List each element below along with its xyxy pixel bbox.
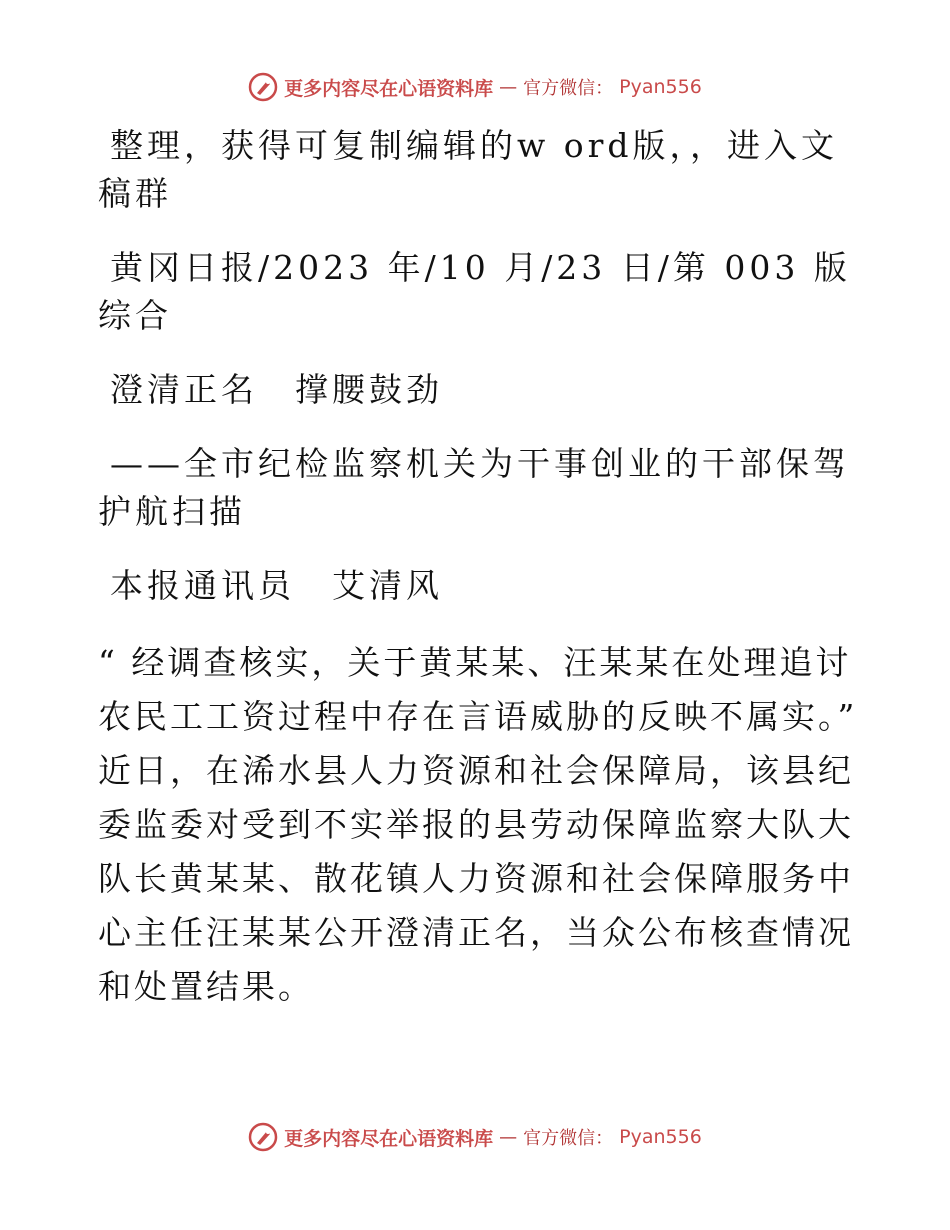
header-watermark — [0, 72, 950, 102]
watermark-dash: — — [499, 1126, 518, 1148]
watermark-wechat-id: Pyan556 — [619, 76, 702, 98]
article-subtitle: ——全市纪检监察机关为干事创业的干部保驾护航扫描 — [98, 444, 850, 531]
watermark-main-text: 更多内容尽在心语资料库 — [284, 77, 494, 100]
watermark-main-text: 更多内容尽在心语资料库 — [284, 1127, 494, 1150]
watermark-sub-text: 官方微信： — [523, 78, 614, 99]
watermark-sub-text: 官方微信： — [523, 1128, 614, 1149]
document-content — [98, 122, 871, 1040]
pen-nib-logo-icon — [248, 72, 278, 102]
source-line: 黄冈日报/2023 年/10 月/23 日/第 003 版综合 — [98, 248, 851, 335]
footer-watermark — [0, 1122, 950, 1152]
byline: 本报通讯员 艾清风 — [110, 566, 443, 605]
pen-nib-logo-icon — [248, 1122, 278, 1152]
article-title: 澄清正名 撑腰鼓劲 — [110, 370, 443, 409]
intro-paragraph: 整理，获得可复制编辑的w ord版，，进入文稿群 — [98, 126, 839, 213]
watermark-wechat-id: Pyan556 — [619, 1126, 702, 1148]
watermark-dash: — — [499, 76, 518, 98]
body-paragraph: “ 经调查核实，关于黄某某、汪某某在处理追讨农民工工资过程中存在言语威胁的反映不属实。” 近日，在浠水县人力资源和社会保障局，该县纪委监委对受到不实举报的县劳动保障监察大队大队长黄某某、散花镇人力资源和社会保障服务中心主任汪某某公开澄清正名，当众公布核查情况和处置结果。 — [98, 643, 871, 1006]
